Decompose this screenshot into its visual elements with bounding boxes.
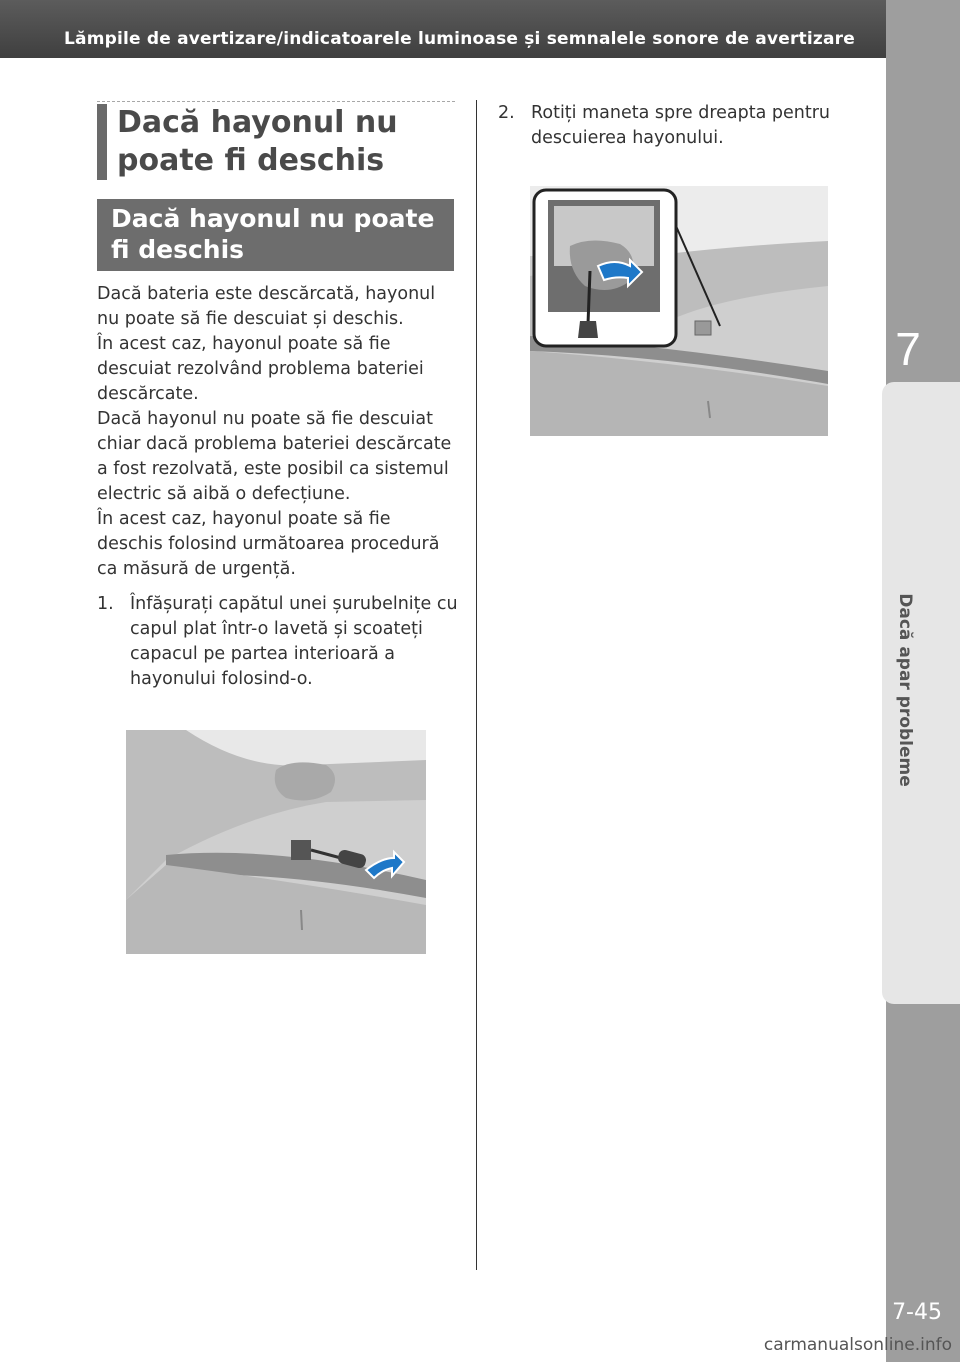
right-column xyxy=(498,101,868,151)
column-divider xyxy=(476,100,477,1270)
paragraph: În acest caz, hayonul poate să fie deschis folosind următoarea procedură ca măsură de urgență. xyxy=(97,509,440,579)
subsection-title xyxy=(97,199,454,271)
step-item xyxy=(97,592,460,692)
paragraph: Dacă hayonul nu poate să fie descuiat chiar dacă problema bateriei descărcate a fost rezolvată, este posibil ca sistemul electric să aibă o defecțiune. xyxy=(97,409,452,504)
figure-remove-cover xyxy=(126,730,426,954)
step-text: Înfășurați capătul unei șurubelnițe cu capul plat într-o lavetă și scoateți capacul pe partea interioară a hayonului folosind-o. xyxy=(130,594,458,689)
figure-turn-lever xyxy=(530,186,828,436)
chapter-number: 7 xyxy=(895,323,921,375)
section-title-line1: Dacă hayonul nu xyxy=(117,105,398,140)
header-title: Lămpile de avertizare/indicatoarele luminoase și semnalele sonore de avertizare xyxy=(63,29,855,49)
chapter-name: Dacă apar probleme xyxy=(895,593,915,787)
step-number: 1. xyxy=(97,594,114,614)
page-number: 7-45 xyxy=(892,1300,942,1325)
chapter-tab-fill xyxy=(924,382,960,1004)
step-number: 2. xyxy=(498,103,515,123)
paragraph: Dacă bateria este descărcată, hayonul nu poate să fie descuiat și deschis. xyxy=(97,284,436,329)
left-column xyxy=(97,282,462,692)
paragraph: În acest caz, hayonul poate să fie descuiat rezolvând problema bateriei descărcate. xyxy=(97,334,424,404)
section-title-line2: poate fi deschis xyxy=(117,143,385,178)
subsection-title-line1: Dacă hayonul nu poate xyxy=(111,204,435,233)
section-title xyxy=(97,104,455,180)
step-item xyxy=(498,101,881,151)
watermark: carmanualsonline.info xyxy=(763,1335,952,1355)
step-text: Rotiți maneta spre dreapta pentru descuierea hayonului. xyxy=(531,103,831,148)
subsection-title-line2: fi deschis xyxy=(111,235,245,264)
section-rule xyxy=(97,101,455,102)
